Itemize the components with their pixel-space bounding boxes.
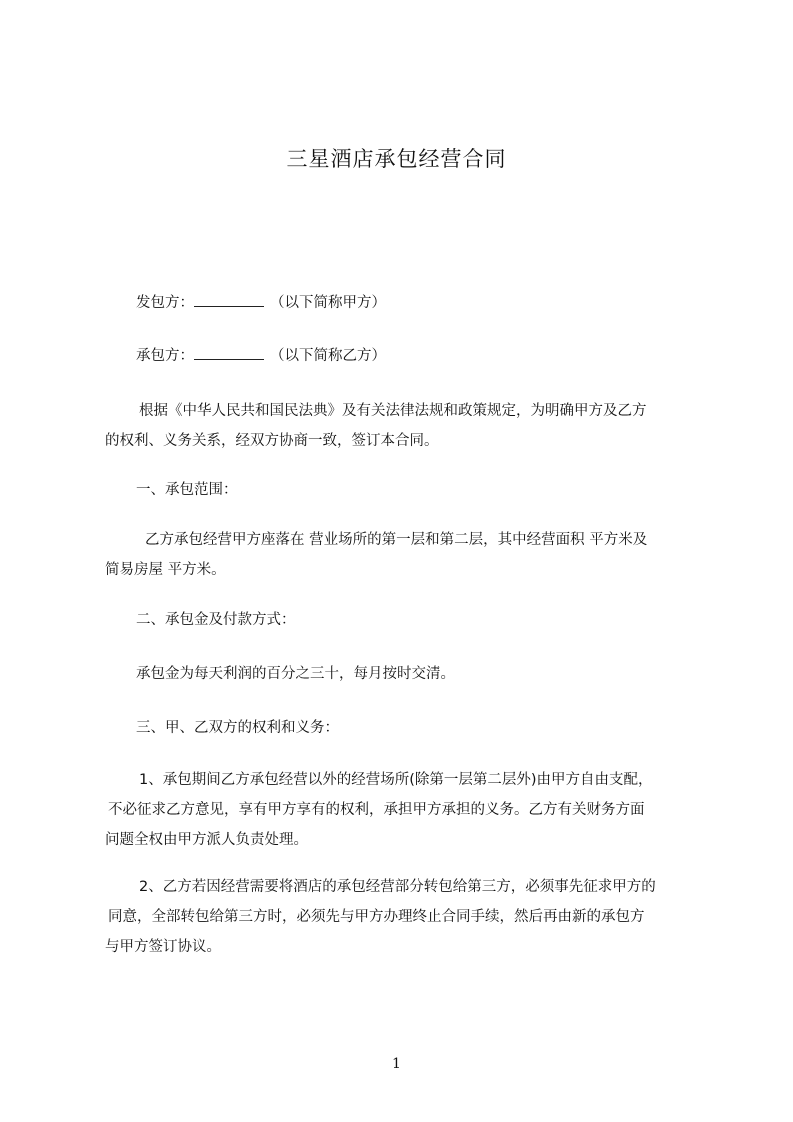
- party-b-line: [136, 345, 386, 366]
- preamble-line-2: 的权利、义务关系，经双方协商一致，签订本合同。: [105, 433, 439, 449]
- party-a-blank: [194, 292, 264, 307]
- item-2-line-1: 2、乙方若因经营需要将酒店的承包经营部分转包给第三方，必须事先征求甲方的: [139, 879, 656, 895]
- section-2-text: 承包金为每天利润的百分之三十，每月按时交清。: [136, 666, 455, 682]
- section-3-heading: 三、甲、乙双方的权利和义务：: [136, 720, 339, 736]
- item-1-line-1: 1、承包期间乙方承包经营以外的经营场所(除第一层第二层外)由甲方自由支配，: [139, 772, 653, 788]
- party-a-note: （以下简称甲方）: [270, 295, 386, 311]
- preamble-line-1: 根据《中华人民共和国民法典》及有关法律法规和政策规定，为明确甲方及乙方: [139, 403, 647, 419]
- section-3-item-2: [105, 872, 705, 962]
- section-3-item-1: [105, 765, 705, 855]
- section-1-heading: 一、承包范围：: [136, 482, 238, 498]
- party-b-note: （以下简称乙方）: [270, 348, 386, 364]
- item-1-line-3: 问题全权由甲方派人负责处理。: [105, 832, 308, 848]
- item-1-line-2: 不必征求乙方意见，享有甲方享有的权利，承担甲方承担的义务。乙方有关财务方面: [108, 802, 645, 818]
- party-b-blank: [194, 345, 264, 360]
- item-2-line-3: 与甲方签订协议。: [105, 939, 221, 955]
- item-2-line-2: 同意，全部转包给第三方时，必须先与甲方办理终止合同手续，然后再由新的承包方: [108, 909, 645, 925]
- section-2-heading: 二、承包金及付款方式：: [136, 612, 296, 628]
- contract-title: 三星酒店承包经营合同: [286, 147, 507, 171]
- section-1-paragraph: [105, 525, 705, 585]
- preamble-paragraph: [105, 396, 705, 456]
- section-1-line-1: 乙方承包经营甲方座落在 营业场所的第一层和第二层，其中经营面积 平方米及: [145, 532, 648, 548]
- party-a-line: [136, 292, 386, 313]
- page-number: 1: [392, 1056, 401, 1072]
- party-b-label: 承包方：: [136, 348, 194, 364]
- section-1-line-2: 简易房屋 平方米。: [105, 562, 226, 578]
- party-a-label: 发包方：: [136, 295, 194, 311]
